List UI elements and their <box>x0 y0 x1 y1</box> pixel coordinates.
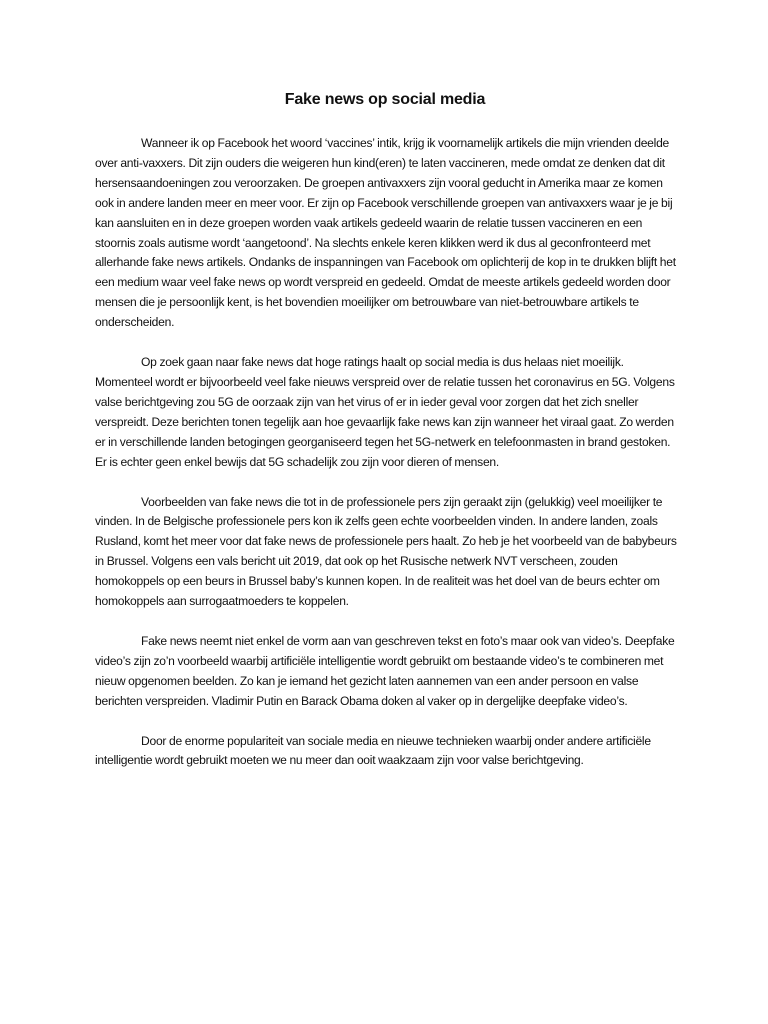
paragraph-4: Fake news neemt niet enkel de vorm aan van geschreven tekst en foto’s maar ook van video’s. Deepfake video’s zijn zo’n voorbeeld waarbij artificiële intelligentie wordt gebruikt om bestaande video’s te combineren met nieuw opgenomen beelden. Zo kan je iemand het gezicht laten aannemen van een ander persoon en valse berichten verspreiden. Vladimir Putin en Barack Obama doken al vaker op in dergelijke deepfake video’s. <box>95 633 675 708</box>
document-title: Fake news op social media <box>284 91 486 108</box>
paragraph-2: Op zoek gaan naar fake news dat hoge ratings haalt op social media is dus helaas niet moeilijk. Momenteel wordt er bijvoorbeeld veel fake nieuws verspreid over de relatie tussen het coronavirus en 5G. Volgens valse berichtgeving zou 5G de oorzaak zijn van het virus of er in ieder geval voor zorgen dat het zich sneller verspreidt. Deze berichten tonen tegelijk aan hoe gevaarlijk fake news kan zijn wanneer het viraal gaat. Zo werden er in verschillende landen betogingen georganiseerd tegen het 5G-netwerk en telefoonmasten in brand gestoken. Er is echter geen enkel bewijs dat 5G schadelijk zou zijn voor dieren of mensen. <box>95 355 675 469</box>
document-body <box>95 134 680 771</box>
paragraph-5: Door de enorme populariteit van sociale media en nieuwe technieken waarbij onder andere artificiële intelligentie wordt gebruikt moeten we nu meer dan ooit waakzaam zijn voor valse berichtgeving. <box>95 733 651 768</box>
paragraph-3: Voorbeelden van fake news die tot in de professionele pers zijn geraakt zijn (gelukkig) veel moeilijker te vinden. In de Belgische professionele pers kon ik zelfs geen echte voorbeelden vinden. In andere landen, zoals Rusland, komt het meer voor dat fake news de professionele pers haalt. Zo heb je het voorbeeld van de babybeurs in Brussel. Volgens een vals bericht uit 2019, dat ook op het Rusische netwerk NVT verscheen, zouden homokoppels op een beurs in Brussel baby’s kunnen kopen. In de realiteit was het doel van de beurs echter om homokoppels aan surrogaatmoeders te koppelen. <box>95 494 677 609</box>
paragraph-1: Wanneer ik op Facebook het woord ‘vaccines’ intik, krijg ik voornamelijk artikels die mijn vrienden deelde over anti-vaxxers. Dit zijn ouders die weigeren hun kind(eren) te laten vaccineren, mede omdat ze denken dat dit hersensaandoeningen zou veroorzaken. De groepen antivaxxers zijn vooral geducht in Amerika maar ze komen ook in andere landen meer en meer voor. Er zijn op Facebook verschillende groepen van antivaxxers waar je je bij kan aansluiten en in deze groepen worden vaak artikels gedeeld waarin de relatie tussen vaccineren en een stoornis zoals autisme wordt ‘aangetoond’. Na slechts enkele keren klikken werd ik dus al geconfronteerd met allerhande fake news artikels. Ondanks de inspanningen van Facebook om oplichterij de kop in te drukken blijft het een medium waar veel fake news op wordt verspreid en gedeeld. Omdat de meeste artikels gedeeld worden door mensen die je persoonlijk kent, is het bovendien moeilijker om betrouwbare van niet-betrouwbare artikels te onderscheiden. <box>95 136 676 330</box>
